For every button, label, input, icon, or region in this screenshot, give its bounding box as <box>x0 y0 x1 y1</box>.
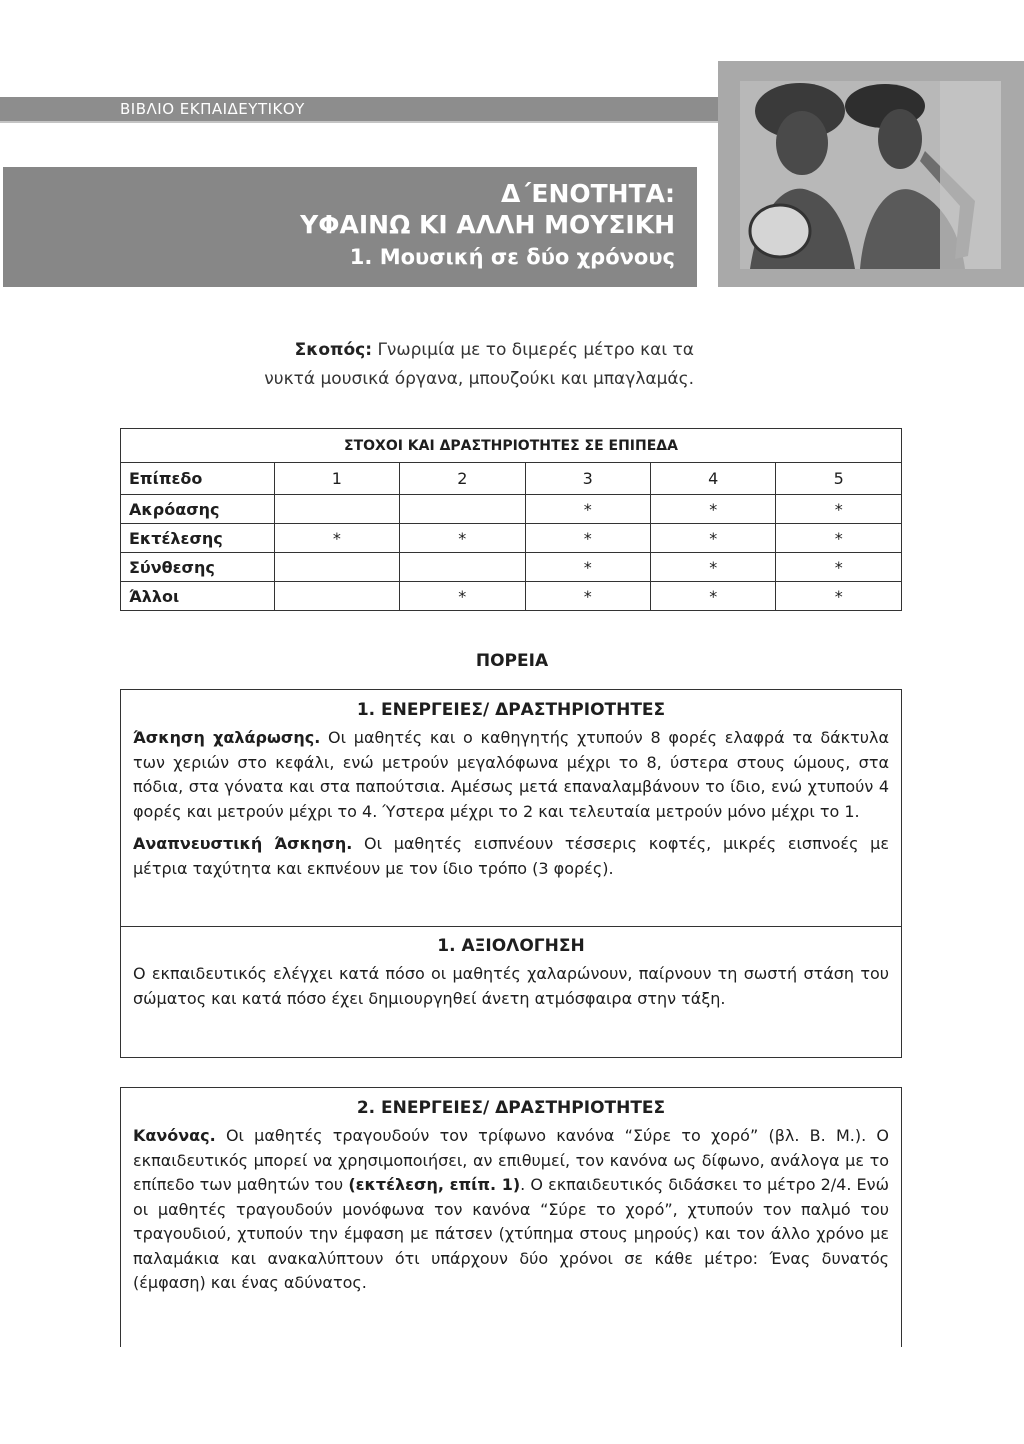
breathing-text: Οι μαθητές εισπνέουν τέσσερις κοφτές, μικρές εισπνοές με μέτρια ταχύτητα και εκπνέουν με τον ίδιο τρόπο (3 φορές). <box>133 834 889 878</box>
row-label: Άλλοι <box>121 582 275 611</box>
table-cell: * <box>525 524 650 553</box>
activities-heading-1: 1. ΕΝΕΡΓΕΙΕΣ/ ΔΡΑΣΤΗΡΙΟΤΗΤΕΣ <box>356 700 666 720</box>
table-row <box>121 524 902 553</box>
table-row <box>121 553 902 582</box>
activities-heading-2: 2. ΕΝΕΡΓΕΙΕΣ/ ΔΡΑΣΤΗΡΙΟΤΗΤΕΣ <box>356 1098 666 1118</box>
table-row <box>121 495 902 524</box>
scope-line-1 <box>180 337 694 363</box>
activities-box-1 <box>120 689 902 1058</box>
canon-level-note: (εκτέλεση, επίπ. 1) <box>348 1175 521 1194</box>
scope-label: Σκοπός: <box>294 340 373 360</box>
table-cell <box>400 553 525 582</box>
chapter-illustration-frame <box>718 61 1024 287</box>
table-header-cell: 5 <box>776 463 902 495</box>
chapter-title-box <box>3 167 697 287</box>
table-cell: * <box>776 582 902 611</box>
table-cell: * <box>776 553 902 582</box>
table-header-cell: 3 <box>525 463 650 495</box>
levels-table-caption: ΣΤΟΧΟΙ ΚΑΙ ΔΡΑΣΤΗΡΙΟΤΗΤΕΣ ΣΕ ΕΠΙΠΕΔΑ <box>121 429 902 463</box>
relaxation-label: Άσκηση χαλάρωσης. <box>133 728 321 747</box>
table-header-cell: 4 <box>650 463 775 495</box>
table-cell: * <box>650 582 775 611</box>
table-row <box>121 582 902 611</box>
table-cell: * <box>776 524 902 553</box>
table-header-cell: Επίπεδο <box>121 463 275 495</box>
table-cell: * <box>525 553 650 582</box>
row-label: Εκτέλεσης <box>121 524 275 553</box>
evaluation-section <box>133 936 889 1019</box>
box-divider <box>121 926 901 927</box>
canon-text-a: Οι μαθητές τραγουδούν τον τρίφωνο κανόνα “Σύρε το χορό” (βλ. Β. Μ.). Ο εκπαιδευτικός μπορεί να χρησιμοποιήσει, αν επιθυμεί, τον κανόνα ως δίφωνο, ανάλογα με το επίπεδο των μαθητών του <box>133 1126 889 1194</box>
row-label: Ακρόασης <box>121 495 275 524</box>
canon-label: Κανόνας. <box>133 1126 216 1145</box>
book-header-strip <box>0 97 720 123</box>
breathing-label: Αναπνευστική Άσκηση. <box>133 834 353 853</box>
table-cell: * <box>525 582 650 611</box>
canon-exercise <box>133 1124 889 1296</box>
poreia-heading: ΠΟΡΕΙΑ <box>475 651 549 671</box>
table-cell: * <box>274 524 399 553</box>
unit-title: ΥΦΑΙΝΩ ΚΙ ΑΛΛΗ ΜΟΥΣΙΚΗ <box>300 210 675 239</box>
relaxation-text: Οι μαθητές και ο καθηγητής χτυπούν 8 φορές ελαφρά τα δάκτυλα των χεριών στο κεφάλι, ενώ μετρούν μεγαλόφωνα μέχρι το 8, ύστερα στους ώμους, στα πόδια, στα γόνατα και στα παπούτσια. Αμέσως μετά επαναλαμβάνουν το ίδιο, ενώ χτυπούν 4 φορές και μετρούν μέχρι το 4. Ύστερα μέχρι το 2 και τελευταία μετρούν μόνο μέχρι το 1. <box>133 728 889 821</box>
unit-number: Δ΄ΕΝΟΤΗΤΑ: <box>500 179 675 208</box>
musicians-illustration <box>740 81 1001 269</box>
table-cell: * <box>650 495 775 524</box>
evaluation-text: Ο εκπαιδευτικός ελέγχει κατά πόσο οι μαθητές χαλαρώνουν, παίρνουν τη σωστή στάση του σώματος και κατά πόσο έχει δημιουργηθεί άνετη ατμόσφαιρα στην τάξη. <box>133 964 889 1008</box>
lesson-title: 1. Μουσική σε δύο χρόνους <box>349 245 675 269</box>
table-cell: * <box>776 495 902 524</box>
relaxation-exercise <box>133 726 889 824</box>
table-cell: * <box>400 524 525 553</box>
table-cell <box>400 495 525 524</box>
breathing-exercise <box>133 832 889 881</box>
table-cell <box>274 553 399 582</box>
table-cell: * <box>525 495 650 524</box>
levels-table <box>120 428 902 611</box>
evaluation-heading: 1. ΑΞΙΟΛΟΓΗΣΗ <box>437 936 585 956</box>
activities-box-2 <box>120 1087 902 1347</box>
table-header-cell: 1 <box>274 463 399 495</box>
scope-line-2: νυκτά μουσικά όργανα, μπουζούκι και μπαγλαμάς. <box>264 369 694 389</box>
table-cell: * <box>650 524 775 553</box>
table-cell: * <box>650 553 775 582</box>
table-cell <box>274 495 399 524</box>
table-header-cell: 2 <box>400 463 525 495</box>
book-label: ΒΙΒΛΙΟ ΕΚΠΑΙΔΕΥΤΙΚΟΥ <box>120 100 305 118</box>
table-cell <box>274 582 399 611</box>
canon-text-b: . Ο εκπαιδευτικός διδάσκει το μέτρο 2/4. Ενώ οι μαθητές τραγουδούν μονόφωνα τον κανόνα “Σύρε το χορό”, χτυπούν τον παλμό του τραγουδιού, χτυπούν την έμφαση με πάτσεν (χτύπημα στους μηρούς) και τον άλλο χρόνο με παλαμάκια και ανακαλύπτουν ότι υπάρχουν δύο χρόνοι σε κάθε μέτρο: Ένας δυνατός (έμφαση) και ένας αδύνατος. <box>133 1175 890 1292</box>
scope-text-1: Γνωριμία με το διμερές μέτρο και τα <box>377 340 694 360</box>
row-label: Σύνθεσης <box>121 553 275 582</box>
table-cell: * <box>400 582 525 611</box>
